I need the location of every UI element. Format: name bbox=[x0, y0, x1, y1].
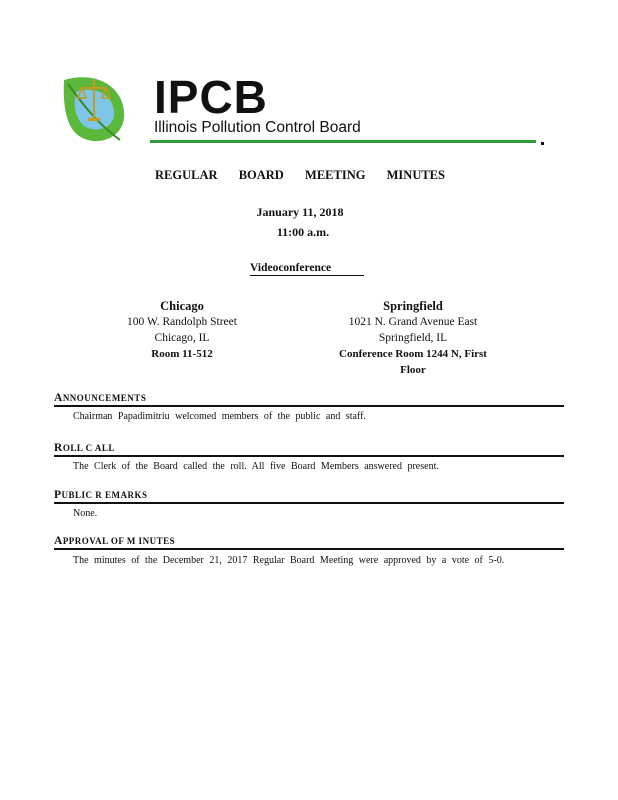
heading-initial: R bbox=[54, 442, 63, 454]
location-city: Chicago bbox=[160, 299, 204, 313]
section-heading-announcements bbox=[54, 392, 564, 407]
brand-name: IPCB bbox=[154, 71, 268, 123]
location-room-line2: Floor bbox=[400, 364, 426, 376]
location-room: Room 11-512 bbox=[151, 348, 213, 360]
heading-rest: PPROVAL OF M INUTES bbox=[62, 536, 176, 546]
section-body-public-remarks: None. bbox=[73, 508, 98, 519]
location-address: 100 W. Randolph Street bbox=[127, 316, 237, 328]
heading-initial: A bbox=[54, 392, 63, 404]
heading-initial: P bbox=[54, 489, 62, 501]
location-city-state: Springfield, IL bbox=[378, 332, 448, 344]
header-divider bbox=[150, 140, 536, 143]
section-heading-approval-of-minutes bbox=[54, 535, 564, 550]
brand-subtitle: Illinois Pollution Control Board bbox=[154, 119, 361, 136]
location-city: Springfield bbox=[383, 299, 443, 313]
title-word: BOARD bbox=[238, 168, 284, 182]
heading-initial: A bbox=[54, 535, 63, 547]
location-room: Conference Room 1244 N, First bbox=[339, 348, 487, 360]
meeting-date: January 11, 2018 bbox=[256, 205, 344, 219]
section-body-roll-call: The Clerk of the Board called the roll. All five Board Members answered present. bbox=[73, 461, 439, 472]
meeting-format: Videoconference bbox=[250, 262, 364, 276]
heading-rest: NNOUNCEMENTS bbox=[62, 393, 147, 403]
heading-rest: UBLIC R EMARKS bbox=[61, 490, 148, 500]
ipcb-leaf-logo bbox=[58, 70, 130, 146]
location-springfield bbox=[323, 298, 503, 378]
title-word: REGULAR bbox=[155, 168, 218, 182]
heading-rest: OLL C ALL bbox=[62, 443, 115, 453]
location-city-state: Chicago, IL bbox=[154, 332, 210, 344]
document-title bbox=[155, 168, 445, 183]
location-address: 1021 N. Grand Avenue East bbox=[348, 316, 478, 328]
meeting-time: 11:00 a.m. bbox=[276, 225, 330, 239]
section-heading-public-remarks bbox=[54, 489, 564, 504]
title-word: MINUTES bbox=[386, 168, 445, 182]
leaf-scales-icon bbox=[58, 70, 130, 146]
location-chicago bbox=[102, 298, 262, 362]
section-heading-roll-call bbox=[54, 442, 564, 457]
section-body-approval-of-minutes: The minutes of the December 21, 2017 Regular Board Meeting were approved by a vote of 5-0. bbox=[73, 555, 505, 566]
section-body-announcements: Chairman Papadimitriu welcomed members of the public and staff. bbox=[73, 411, 366, 422]
header-divider-end bbox=[541, 142, 544, 145]
title-word: MEETING bbox=[305, 168, 366, 182]
